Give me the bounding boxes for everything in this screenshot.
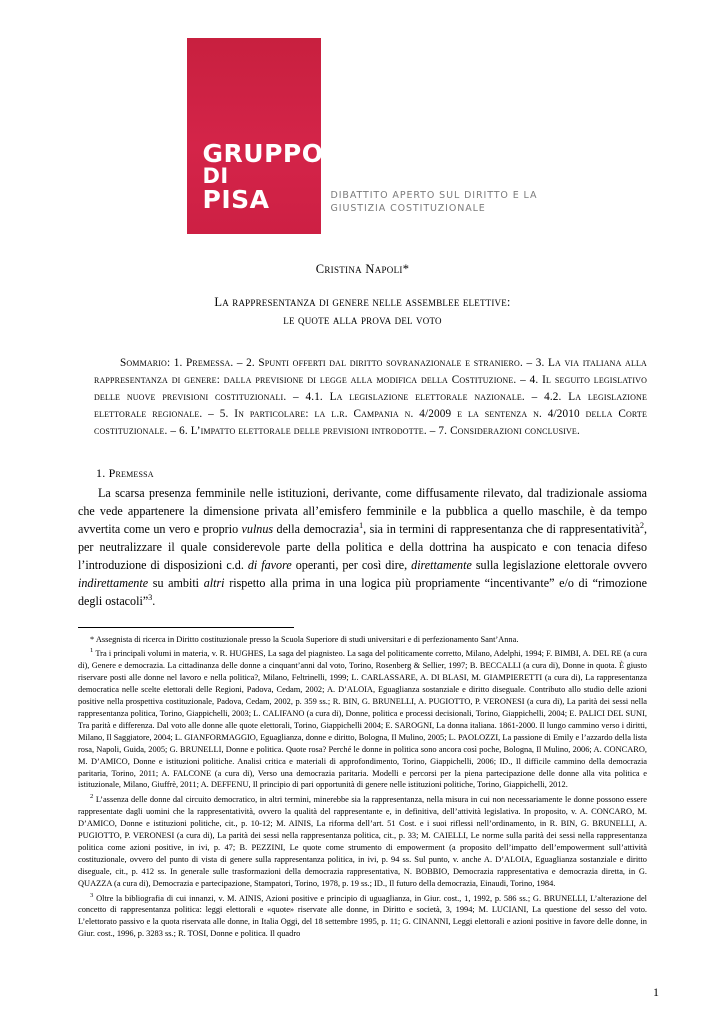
par-part-f: sulla legislazione elettorale ovvero xyxy=(471,557,648,572)
par-part-c: , sia in termini di rappresentanza che di rappresentatività xyxy=(363,522,640,537)
logo-graphic xyxy=(187,38,539,234)
footnote-marker: 1 xyxy=(90,647,94,655)
par-part-a: La scarsa presenza femminile nelle istituzioni, derivante, come diffusamente rilevato, dal tradizionale assioma che vede appartenere la dimensione privata all’emisfero femminile e la pubblica a quello maschile, è da tempo avvertita come un vero e proprio xyxy=(78,486,647,537)
sommario-label: Sommario xyxy=(120,357,167,370)
footnote-item xyxy=(78,792,647,889)
par-part-h: rispetto alla prima in una logica più propriamente “incentivante” e/o di “rimozione degli ostacoli” xyxy=(78,575,648,608)
author-name: Cristina Napoli* xyxy=(315,262,410,276)
page-title xyxy=(78,293,647,329)
journal-logo xyxy=(78,38,647,234)
footnote-text: L’assenza delle donne dal circuito democratico, in altri termini, minerebbe sia la rappresentanza, nella misura in cui non necessariamente le donne possono essere rappresentate dagli uomini che la rappresentatività, ovvero la qualità del rappresentante e, in definitiva, dell’attività legislativa. In proposito, v. A. CONCARO, M. D’AMICO, Donne e istituzioni politiche, cit., p. 10-12; M. AINIS, La riforma dell’art. 51 Cost. e i suoi riflessi nell’ordinamento, in R. BIN, G. BRUNELLI, A. PUGIOTTO, P. VERONESI (a cura di), La parità dei sessi nella rappresentanza politica, cit., p. 33; M. CAIELLI, Le norme sulla parità dei sessi nella rappresentanza politica come azioni positive, in ivi, p. 47; B. PEZZINI, Le quote come strumento di empowerment (a proposito dell’impatto dell’empowerment sull’attività costituzionale, ovvero del punto di vista di genere sulla rappresentanza politica, in ivi, p. 94 ss. Sul punto, v. anche A. D’ALOIA, Eguaglianza sostanziale e diritto diseguale, cit., p. 412 ss. In generale sulle trasformazioni della democrazia rappresentativa, N. BOBBIO, Democrazia rappresentativa e democrazia diretta, in G. QUAZZA (a cura di), Democrazia e partecipazione, Stampatori, Torino, 1978, p. 19 ss.; ID., Il futuro della democrazia, Einaudi, Torino, 1984. xyxy=(78,795,647,888)
term-direttamente: direttamente xyxy=(411,557,472,572)
page-number: 1 xyxy=(653,985,659,999)
footnote-item xyxy=(78,634,647,646)
footnote-ref-1[interactable]: 1 xyxy=(359,521,364,531)
footnote-marker: * xyxy=(90,634,95,644)
footnote-text: Assegnista di ricerca in Diritto costituzionale presso la Scuola Superiore di studi universitari e di perfezionamento Sant’Anna. xyxy=(95,634,519,644)
title-line-2: le quote alla prova del voto xyxy=(283,313,442,328)
term-vulnus: vulnus xyxy=(241,522,274,537)
footnote-item xyxy=(78,646,647,791)
body-paragraph xyxy=(78,485,647,610)
footnote-item xyxy=(78,891,647,940)
footnote-ref-2[interactable]: 2 xyxy=(639,521,644,531)
footnote-marker: 3 xyxy=(90,891,94,899)
footnotes-block xyxy=(78,634,647,940)
par-part-g: su ambiti xyxy=(148,575,204,590)
par-part-e: operanti, per così dire, xyxy=(291,557,412,572)
par-part-d: , per neutralizzare il quale considerevole parte della politica e della dottrina ha auspicato e con tenacia difeso l’introduzione di disposizioni c.d. xyxy=(78,522,648,572)
section-heading: 1. Premessa xyxy=(96,466,154,481)
logo-wordmark xyxy=(202,139,324,215)
logo-subtitle: DIBATTITO APERTO SUL DIRITTO E LA GIUSTIZIA COSTITUZIONALE xyxy=(330,190,538,214)
title-line-1: La rappresentanza di genere nelle assemblee elettive: xyxy=(214,295,511,309)
logo-line-2: DI xyxy=(202,164,229,188)
footnote-separator xyxy=(78,627,294,628)
par-part-b: della democrazia xyxy=(273,522,360,537)
term-altri: altri xyxy=(203,575,225,590)
abstract-summary xyxy=(78,355,647,440)
footnote-ref-3[interactable]: 3 xyxy=(148,592,153,602)
footnote-text: Tra i principali volumi in materia, v. R. HUGHES, La saga del piagnisteo. La saga del politicamente corretto, Milano, Adelphi, 1994; F. BIMBI, A. DEL RE (a cura di), Genere e democrazia. La cittadinanza delle donne a cinquant’anni dal voto, Torino, Rosenberg & Sellier, 1997; B. BECCALLI (a cura di), Donne in quota. È giusto riservare posti alle donne nel lavoro e nella politica?, Milano, Feltrinelli, 1999; L. CARLASSARE, A. DI BLASI, M. GIAMPIERETTI (a cura di), La rappresentanza democratica nelle scelte elettorali delle Regioni, Padova, Cedam, 2002; A. D’ALOIA, Eguaglianza sostanziale e diritto diseguale. Contributo allo studio delle azioni positive nella prospettiva costituzionale, Padova, Cedam, 2002, p. 359 ss.; R. BIN, G. BRUNELLI, A. PUGIOTTO, P. VERONESI (a cura di), La parità dei sessi nella rappresentanza politica, Torino, Giappichelli, 2003; L. CALIFANO (a cura di), Donne, politica e processi decisionali, Torino, Giappichelli, 2004; E. PALICI DEL SUNI, Tra parità e differenza. Dal voto alle donne alle quote elettorali, Torino, Giappichelli 2004; E. SAROGNI, La donna italiana. 1861-2000. Il lungo cammino verso i diritti, Milano, Il Saggiatore, 2004; L. GIANFORMAGGIO, Eguaglianza, donne e diritto, Bologna, Il Mulino, 2005; L. PAOLOZZI, La passione di Emily e l’azzardo della lista rosa, Napoli, Guida, 2005; G. BRUNELLI, Donne e politica. Quote rosa? Perché le donne in politica sono ancora così poche, Bologna, Il Mulino, 2006; A. CONCARO, M. D’AMICO, Donne e istituzioni politiche. Analisi critica e materiali di approfondimento, Torino, Giappichelli, 2006; ID., Il difficile cammino della democrazia paritaria, Torino, 2011; A. FALCONE (a cura di), Verso una democrazia paritaria. Modelli e percorsi per la piena partecipazione delle donne alla vita politica e istituzionale, Milano, Giuffrè, 2011; A. DEFFENU, Il principio di pari opportunità di genere nelle istituzioni politiche, Torino, Giappichelli, 2012. xyxy=(78,649,647,790)
logo-line-3: PISA xyxy=(202,185,270,215)
logo-line-1: GRUPPO xyxy=(202,139,324,168)
sommario-text: : 1. Premessa. – 2. Spunti offerti dal diritto sovranazionale e straniero. – 3. La via italiana alla rappresentanza di genere: dalla previsione di legge alla modifica della Costituzione. – 4. Il seguito legislativo delle nuove previsioni costituzionali. – 4.1. La legislazione elettorale nazionale. – 4.2. La legislazione elettorale regionale. – 5. In particolare: la l.r. Campania n. 4/2009 e la sentenza n. 4/2010 della Corte costituzionale. – 6. L’impatto elettorale delle previsioni introdotte. – 7. Considerazioni conclusive. xyxy=(94,357,647,438)
term-di-favore: di favore xyxy=(247,557,292,572)
footnote-marker: 2 xyxy=(90,793,94,801)
footnote-text: Oltre la bibliografia di cui innanzi, v. M. AINIS, Azioni positive e principio di uguaglianza, in Giur. cost., 1, 1992, p. 586 ss.; G. BRUNELLI, L’alterazione del concetto di rappresentanza politica: leggi elettorali e «quote» riservate alle donne, in Diritto e società, 3, 1994; M. LUCIANI, La questione del sesso del voto. L’elettorato passivo e la quota riservata alle donne, in Italia Oggi, del 18 settembre 1995, p. 11; G. CINANNI, Leggi elettorali e azioni positive in favore delle donne, in Giur. cost., 1996, p. 3283 ss.; R. TOSI, Donne e politica. Il quadro xyxy=(78,893,647,939)
term-indirettamente: indirettamente xyxy=(78,575,149,590)
par-part-i: . xyxy=(152,593,156,608)
